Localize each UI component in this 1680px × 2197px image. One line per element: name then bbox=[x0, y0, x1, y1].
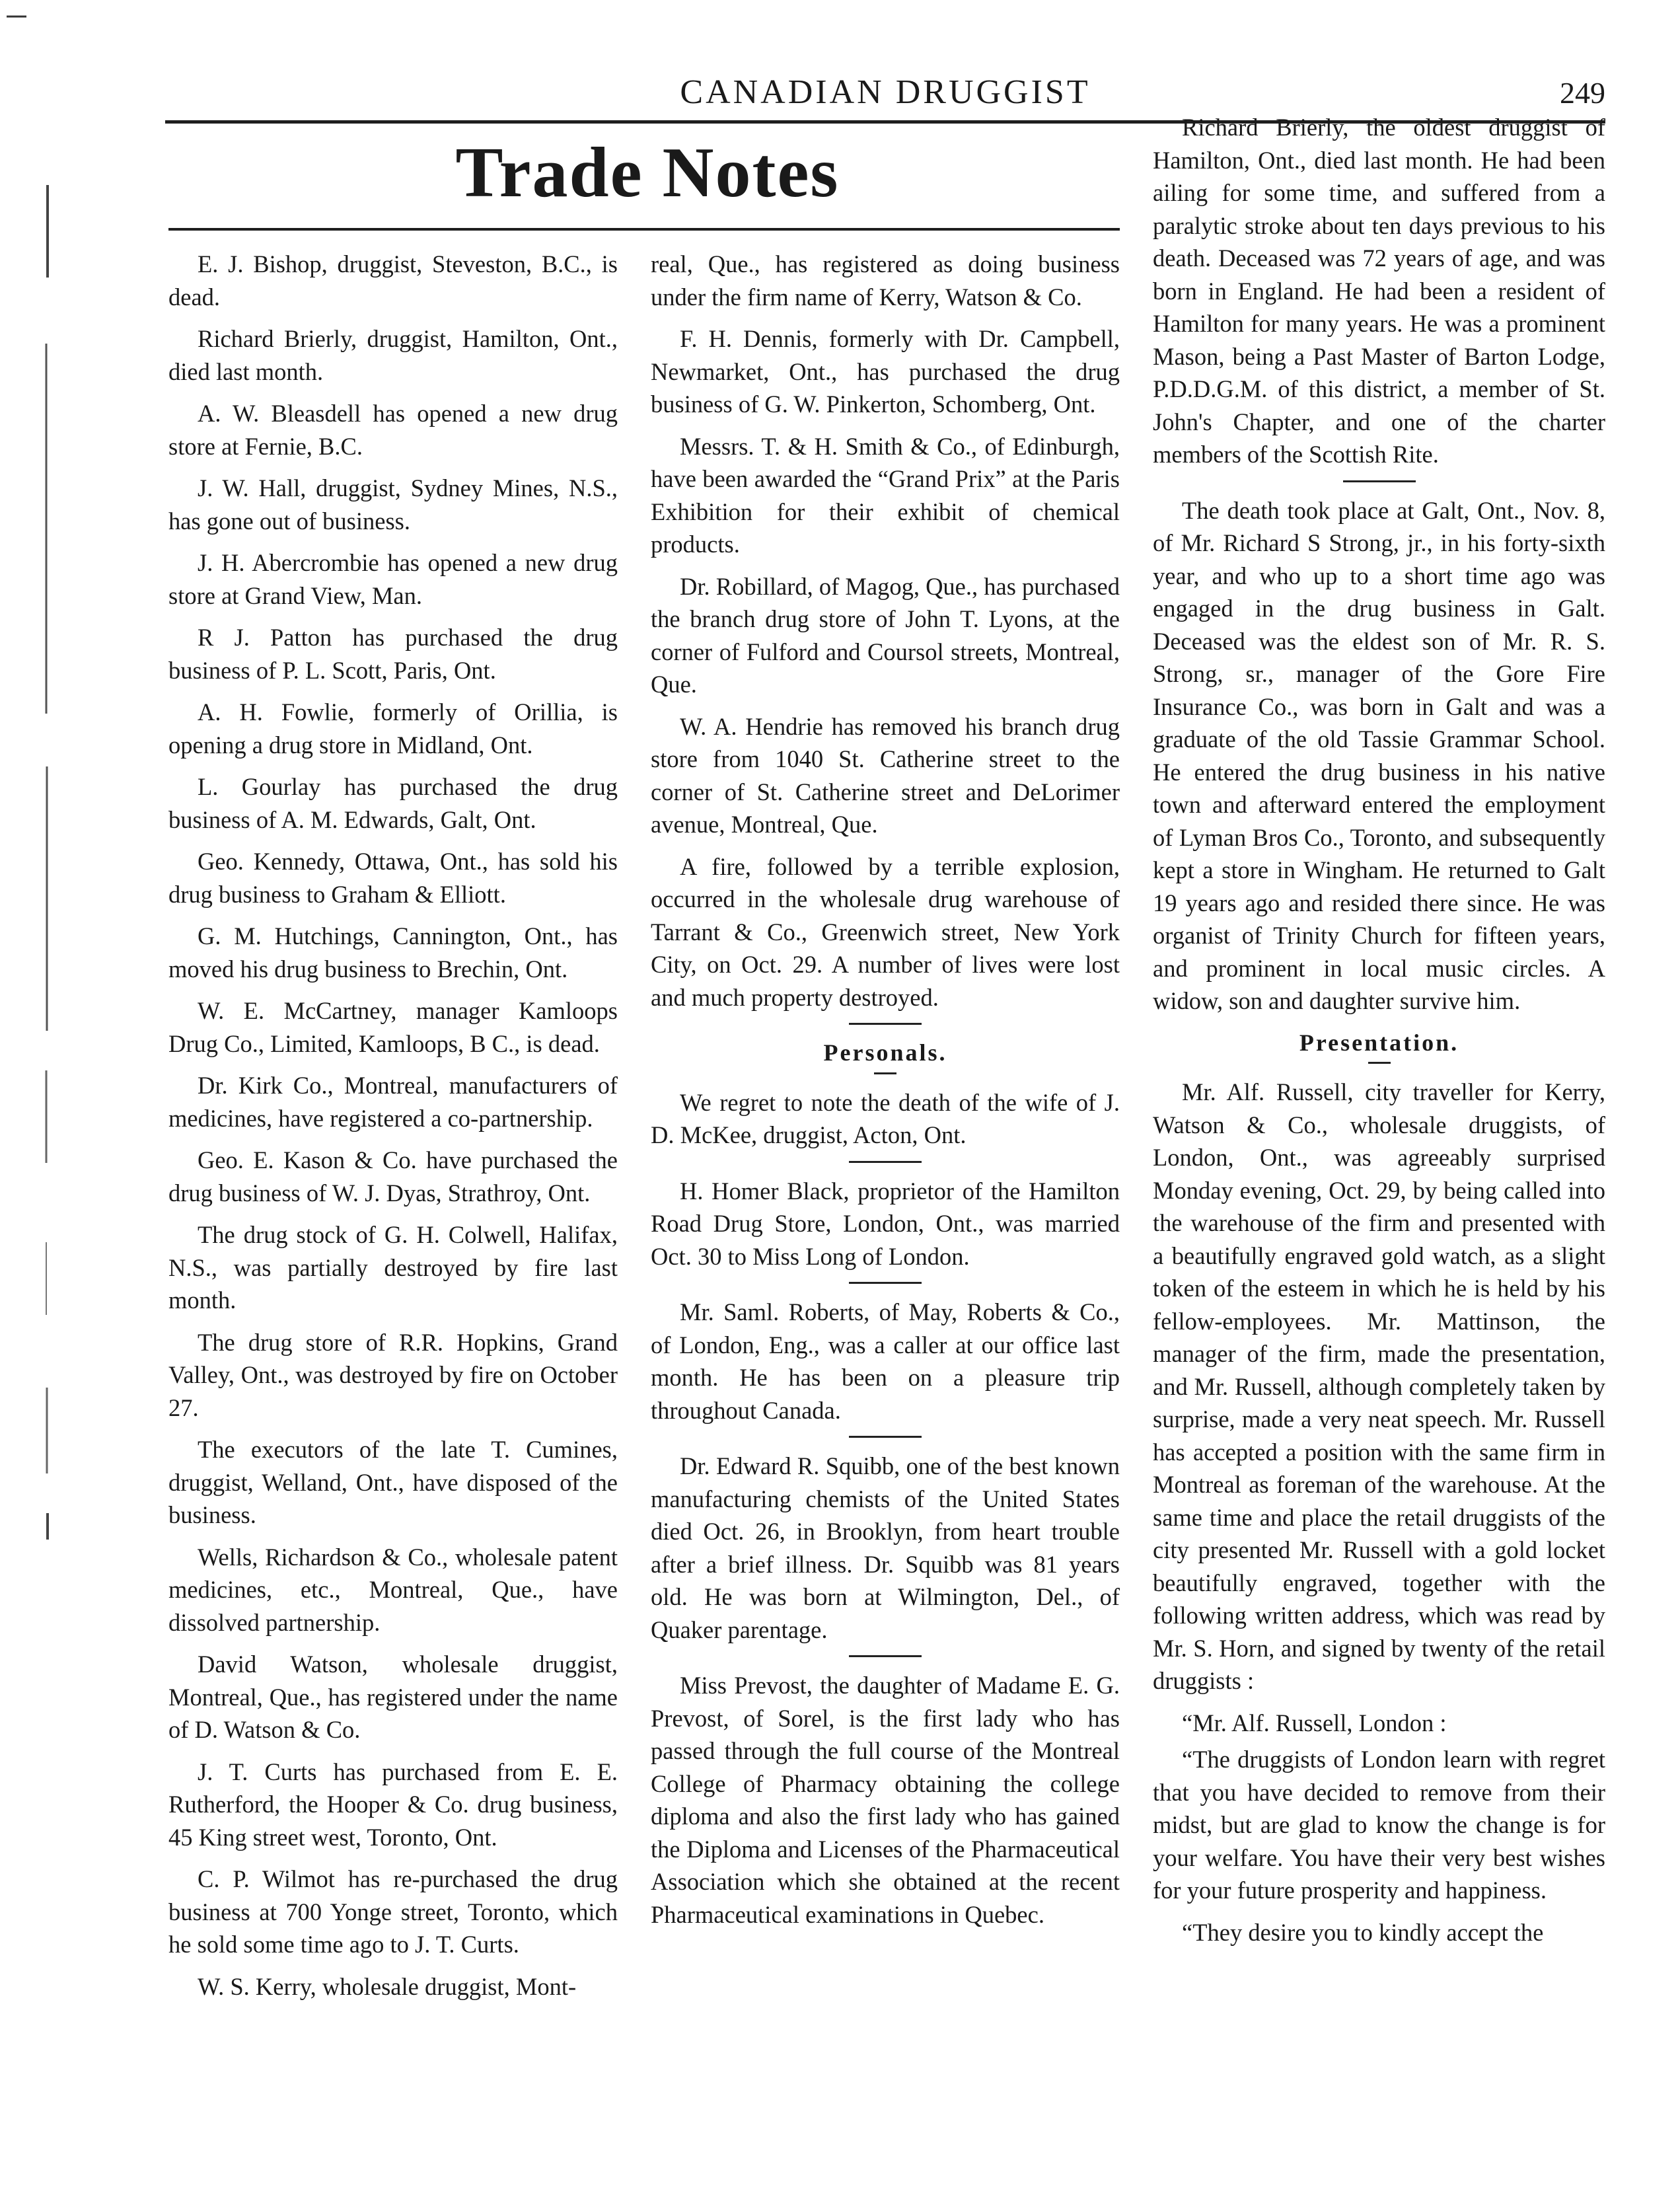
obituary-paragraph: The death took place at Galt, Ont., Nov. 8, of Mr. Richard S Strong, jr., in his forty-sixth year, and who up to a short time ago was engaged in the drug business in Galt. Deceased was the eldest son of Mr. R. S. Strong, sr., manager of the Gore Fire Insurance Co., was born in Galt and was a graduate of the old Tassie Grammar School. He entered the drug business in his native town and afterward entered the employment of Lyman Bros Co., Toronto, and subsequently kept a store in Wingham. He returned to Galt 19 years ago and resided there since. He was organist of Trinity Church for fifteen years, and prominent in local music circles. A widow, son and daughter survive him. bbox=[1153, 496, 1605, 1014]
trade-note: A. W. Bleasdell has opened a new drug store at Fernie, B.C. bbox=[168, 400, 618, 460]
trade-note: L. Gourlay has purchased the drug business of A. M. Edwards, Galt, Ont. bbox=[168, 773, 618, 833]
trade-note: W. E. McCartney, manager Kamloops Drug Co., Limited, Kamloops, B C., is dead. bbox=[168, 997, 618, 1057]
trade-note: J. W. Hall, druggist, Sydney Mines, N.S., has gone out of business. bbox=[168, 474, 618, 535]
trade-note: The drug store of R.R. Hopkins, Grand Valley, Ont., was destroyed by fire on October 27. bbox=[168, 1328, 618, 1421]
trade-note-continuation: real, Que., has registered as doing business under the firm name of Kerry, Watson & Co. bbox=[651, 250, 1120, 311]
personal-note: We regret to note the death of the wife of J. D. McKee, druggist, Acton, Ont. bbox=[651, 1088, 1120, 1148]
personals-heading: Personals. bbox=[823, 1039, 947, 1066]
address-paragraph: “They desire you to kindly accept the bbox=[1182, 1918, 1544, 1946]
separator-rule bbox=[1343, 480, 1416, 482]
trade-note: A fire, followed by a terrible explosion, occurred in the wholesale drug warehouse of Tarrant & Co., Greenwich street, New York City, on Oct. 29. A number of lives were lost and much property destroyed. bbox=[651, 852, 1120, 1011]
trade-note: David Watson, wholesale druggist, Montreal, Que., has registered under the name of D. Watson & Co. bbox=[168, 1651, 618, 1743]
trade-note: Geo. E. Kason & Co. have purchased the drug business of W. J. Dyas, Strathroy, Ont. bbox=[168, 1146, 618, 1207]
presentation-heading: Presentation. bbox=[1299, 1029, 1459, 1056]
trade-note: Dr. Robillard, of Magog, Que., has purchased the branch drug store of John T. Lyons, at the corner of Fulford and Coursol streets, Montreal, Que. bbox=[651, 572, 1120, 698]
personal-note: Miss Prevost, the daughter of Madame E. G. Prevost, of Sorel, is the first lady who has passed through the full course of the Montreal College of Pharmacy obtaining the college diploma and also the first lady who has gained the Diploma and Licenses of the Pharmaceutical Association which she obtained at the recent Pharmaceutical examinations in Quebec. bbox=[651, 1672, 1120, 1928]
separator-rule bbox=[849, 1023, 922, 1025]
address-paragraph: “The druggists of London learn with regret that you have decided to remove from their midst, but are glad to know the change is for your welfare. You have their very best wishes for your future prosperity and happiness. bbox=[1153, 1746, 1605, 1904]
address-salutation: “Mr. Alf. Russell, London : bbox=[1182, 1709, 1447, 1736]
trade-note: G. M. Hutchings, Cannington, Ont., has moved his drug business to Brechin, Ont. bbox=[168, 922, 618, 983]
column-3 bbox=[1153, 111, 1605, 1958]
trade-note: C. P. Wilmot has re-purchased the drug business at 700 Yonge street, Toronto, which he sold some time ago to J. T. Curts. bbox=[168, 1865, 618, 1958]
column-2 bbox=[651, 248, 1120, 1940]
separator-rule bbox=[1368, 1062, 1391, 1064]
separator-rule bbox=[874, 1072, 896, 1074]
title-rule bbox=[168, 228, 1120, 231]
separator-rule bbox=[849, 1436, 922, 1438]
trade-note: Wells, Richardson & Co., wholesale patent medicines, etc., Montreal, Que., have dissolved partnership. bbox=[168, 1543, 618, 1636]
trade-note: Richard Brierly, druggist, Hamilton, Ont., died last month. bbox=[168, 325, 618, 385]
trade-note: R J. Patton has purchased the drug business of P. L. Scott, Paris, Ont. bbox=[168, 624, 618, 684]
trade-note: A. H. Fowlie, formerly of Orillia, is opening a drug store in Midland, Ont. bbox=[168, 698, 618, 759]
trade-note: J. H. Abercrombie has opened a new drug store at Grand View, Man. bbox=[168, 549, 618, 609]
personal-note: Dr. Edward R. Squibb, one of the best known manufacturing chemists of the United States died Oct. 26, in Brooklyn, from heart trouble after a brief illness. Dr. Squibb was 81 years old. He was born at Wilmington, Del., of Quaker parentage. bbox=[651, 1452, 1120, 1643]
trade-note: F. H. Dennis, formerly with Dr. Campbell, Newmarket, Ont., has purchased the drug business of G. W. Pinkerton, Schomberg, Ont. bbox=[651, 325, 1120, 418]
scan-margin-marks bbox=[0, 0, 59, 2197]
trade-note: J. T. Curts has purchased from E. E. Rutherford, the Hooper & Co. drug business, 45 King street west, Toronto, Ont. bbox=[168, 1758, 618, 1851]
personal-note: Mr. Saml. Roberts, of May, Roberts & Co., of London, Eng., was a caller at our office last month. He has been on a pleasure trip throughout Canada. bbox=[651, 1298, 1120, 1424]
separator-rule bbox=[849, 1655, 922, 1657]
trade-note: The executors of the late T. Cumines, druggist, Welland, Ont., have disposed of the business. bbox=[168, 1436, 618, 1528]
section-title: Trade Notes bbox=[455, 133, 840, 212]
trade-note: Geo. Kennedy, Ottawa, Ont., has sold his drug business to Graham & Elliott. bbox=[168, 848, 618, 908]
separator-rule bbox=[849, 1282, 922, 1284]
presentation-paragraph: Mr. Alf. Russell, city traveller for Kerry, Watson & Co., wholesale druggists, of London, Ont., was agreeably surprised Monday evening, Oct. 29, by being called into the warehouse of the firm and presented with a beautifully engraved gold watch, as a slight token of the esteem in which he is held by his fellow-employees. Mr. Mattinson, the manager of the firm, made the presentation, and Mr. Russell, although completely taken by surprise, made a very neat speech. Mr. Russell has accepted a position with the same firm in Montreal as foreman of the warehouse. At the same time and place the retail druggists of the city presented Mr. Russell with a gold locket beautifully engraved, together with the following written address, which was read by Mr. S. Horn, and signed by twenty of the retail druggists : bbox=[1153, 1078, 1605, 1694]
column-1 bbox=[168, 248, 618, 2012]
running-title: CANADIAN DRUGGIST bbox=[680, 73, 1091, 111]
trade-note: Dr. Kirk Co., Montreal, manufacturers of medicines, have registered a co-partnership. bbox=[168, 1072, 618, 1132]
separator-rule bbox=[849, 1161, 922, 1163]
personal-note: H. Homer Black, proprietor of the Hamilton Road Drug Store, London, Ont., was married Oct. 30 to Miss Long of London. bbox=[651, 1177, 1120, 1270]
trade-note: The drug stock of G. H. Colwell, Halifax, N.S., was partially destroyed by fire last month. bbox=[168, 1221, 618, 1314]
trade-note: W. A. Hendrie has removed his branch drug store from 1040 St. Catherine street to the corner of St. Catherine street and DeLorimer avenue, Montreal, Que. bbox=[651, 712, 1120, 838]
trade-note: W. S. Kerry, wholesale druggist, Mont- bbox=[198, 1972, 577, 2000]
obituary-paragraph: Richard Brierly, the oldest druggist of Hamilton, Ont., died last month. He had been ailing for some time, and suffered from a paralytic stroke about ten days previous to his death. Deceased was 72 years of age, and was born in England. He had been a resident of Hamilton for many years. He was a prominent Mason, being a Past Master of Barton Lodge, P.D.D.G.M. of this district, a member of St. John's Chapter, and one of the charter members of the Scottish Rite. bbox=[1153, 114, 1605, 468]
trade-note: E. J. Bishop, druggist, Steveston, B.C., is dead. bbox=[168, 250, 618, 311]
trade-note: Messrs. T. & H. Smith & Co., of Edinburgh, have been awarded the “Grand Prix” at the Paris Exhibition for their exhibit of chemical products. bbox=[651, 432, 1120, 558]
page-number: 249 bbox=[1560, 76, 1605, 110]
